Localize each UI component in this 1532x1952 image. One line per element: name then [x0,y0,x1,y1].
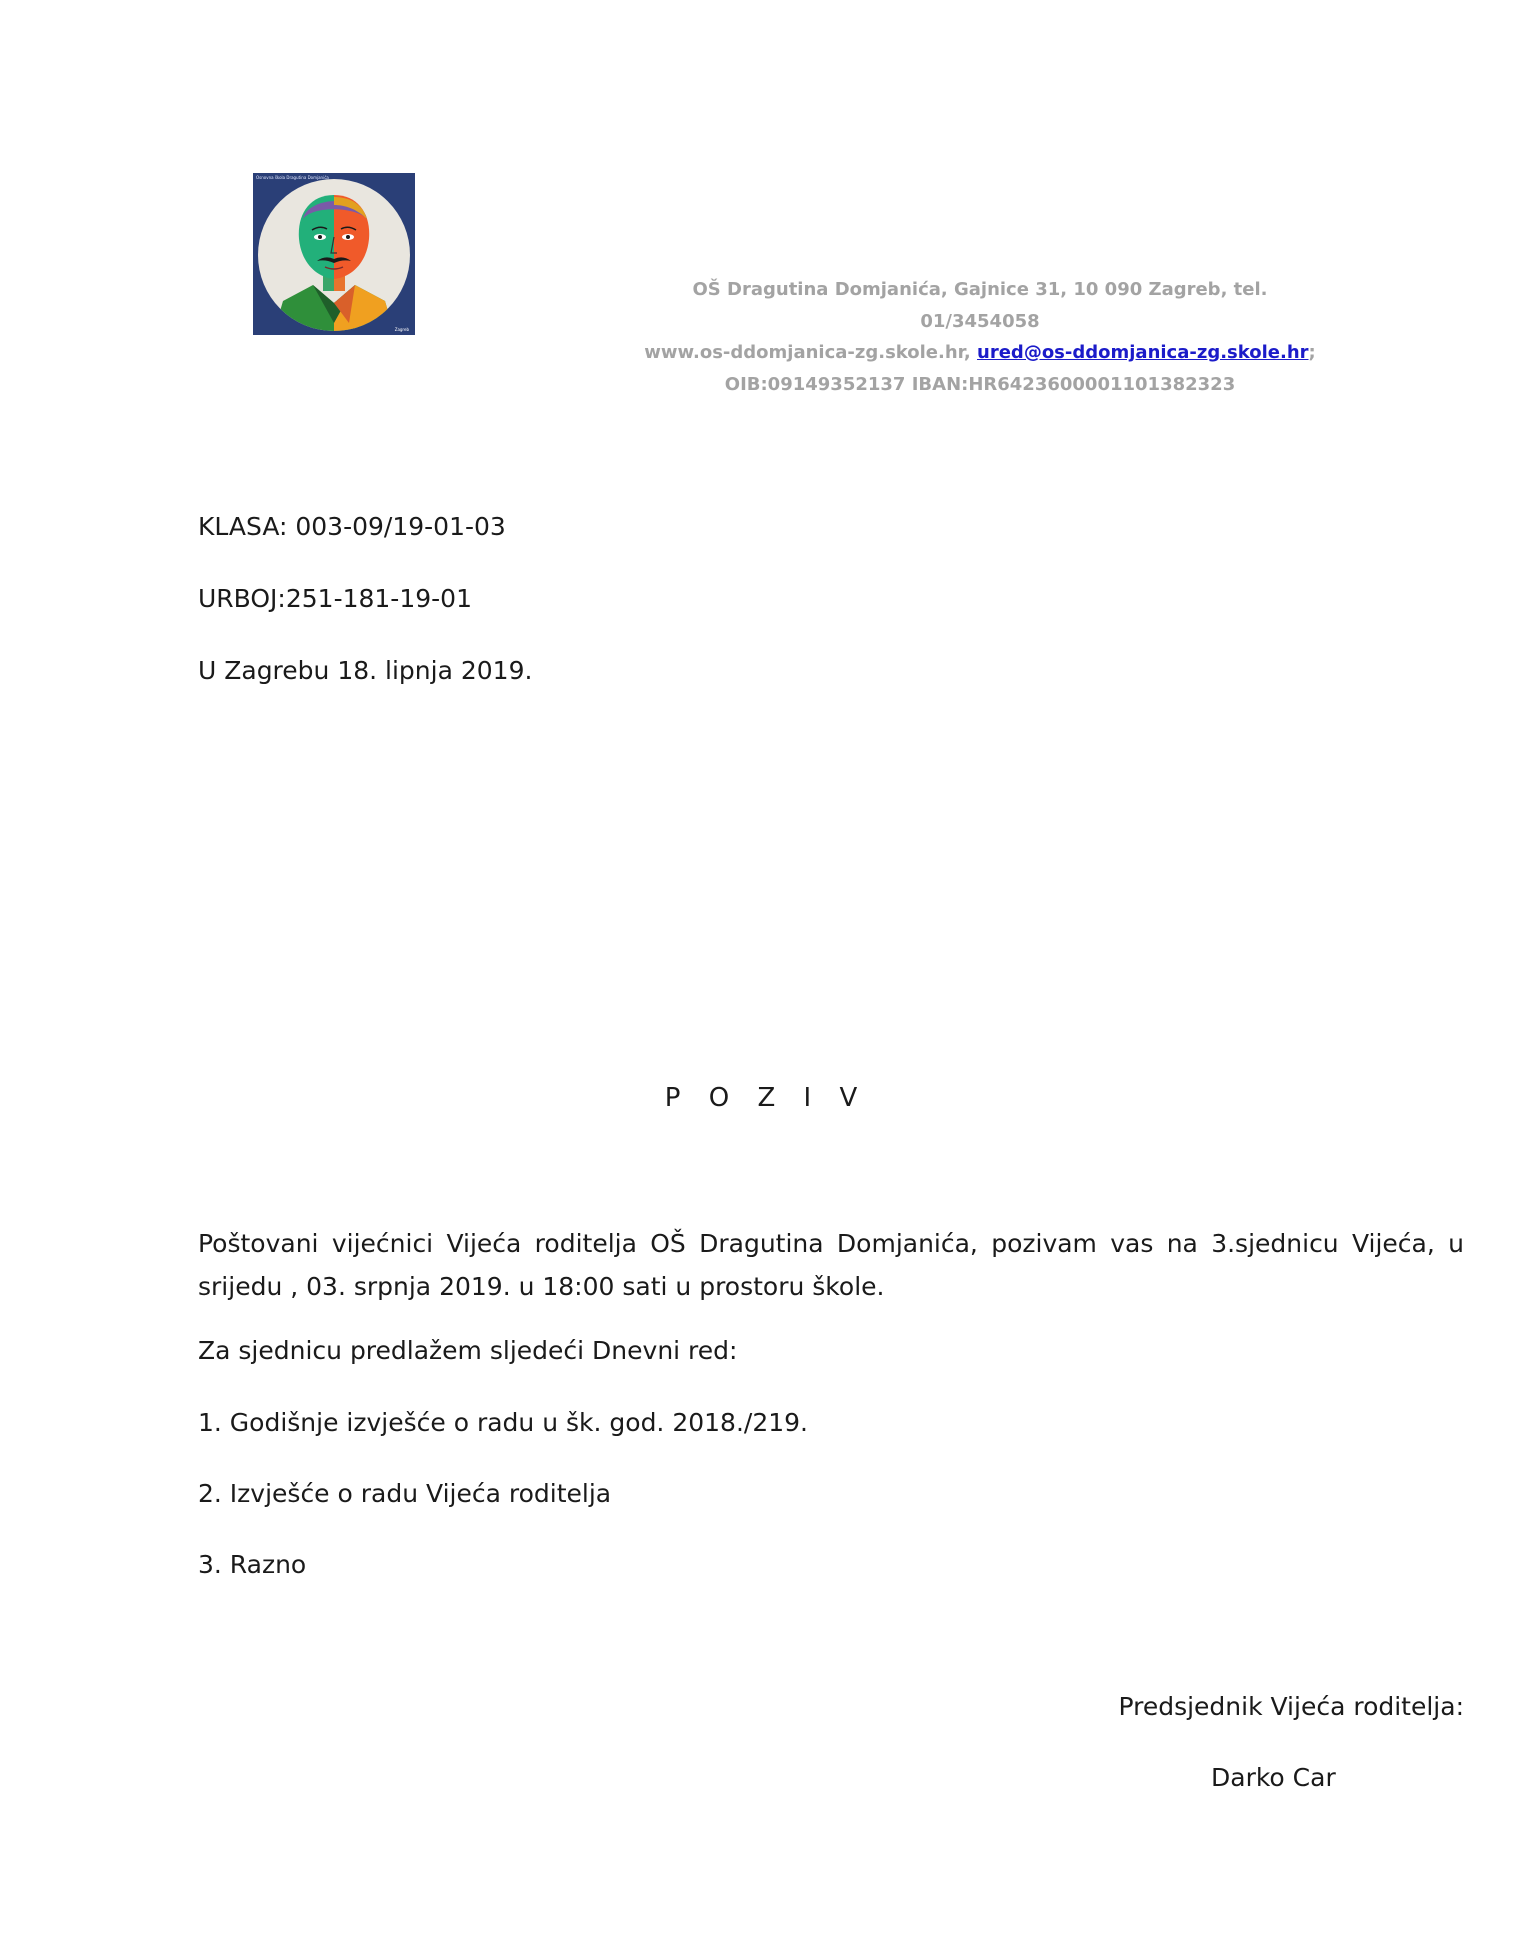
signature-name: Darko Car [1211,1763,1336,1792]
portrait-logo-icon [253,173,415,335]
document-title: P O Z I V [664,1083,868,1113]
reference-date: U Zagrebu 18. lipnja 2019. [198,656,533,685]
email-suffix: ; [1308,342,1316,363]
agenda-item: 2. Izvješće o radu Vijeća roditelja [198,1479,612,1508]
letterhead-ids: OIB:09149352137 IBAN:HR6423600001101382323 [724,373,1236,395]
logo-caption: Osnovna škola Dragutina Domjanića [256,175,329,180]
letterhead [640,274,1320,400]
invitation-paragraph: Poštovani vijećnici Vijeća roditelja OŠ Dragutina Domjanića, pozivam vas na 3.sjednicu Vijeća, u srijedu , 03. srpnja 2019. u 18:00 sati u prostoru škole. [198,1229,1464,1301]
agenda-item: 1. Godišnje izvješće o radu u šk. god. 2018./219. [198,1408,808,1437]
signature-role: Predsjednik Vijeća roditelja: [1118,1692,1464,1721]
logo-signature: Zagreb [394,327,409,332]
letterhead-address: OŠ Dragutina Domjanića, Gajnice 31, 10 090 Zagreb, tel. 01/3454058 [692,279,1268,332]
agenda-intro: Za sjednicu predlažem sljedeći Dnevni red: [198,1336,738,1365]
reference-urbroj: URBOJ:251-181-19-01 [198,584,472,613]
agenda-item: 3. Razno [198,1550,307,1579]
school-logo [253,173,415,335]
website-text: www.os-ddomjanica-zg.skole.hr, [644,342,971,363]
email-link[interactable]: ured@os-ddomjanica-zg.skole.hr [977,342,1309,363]
reference-klasa: KLASA: 003-09/19-01-03 [198,512,506,541]
letterhead-contact [640,337,1320,369]
